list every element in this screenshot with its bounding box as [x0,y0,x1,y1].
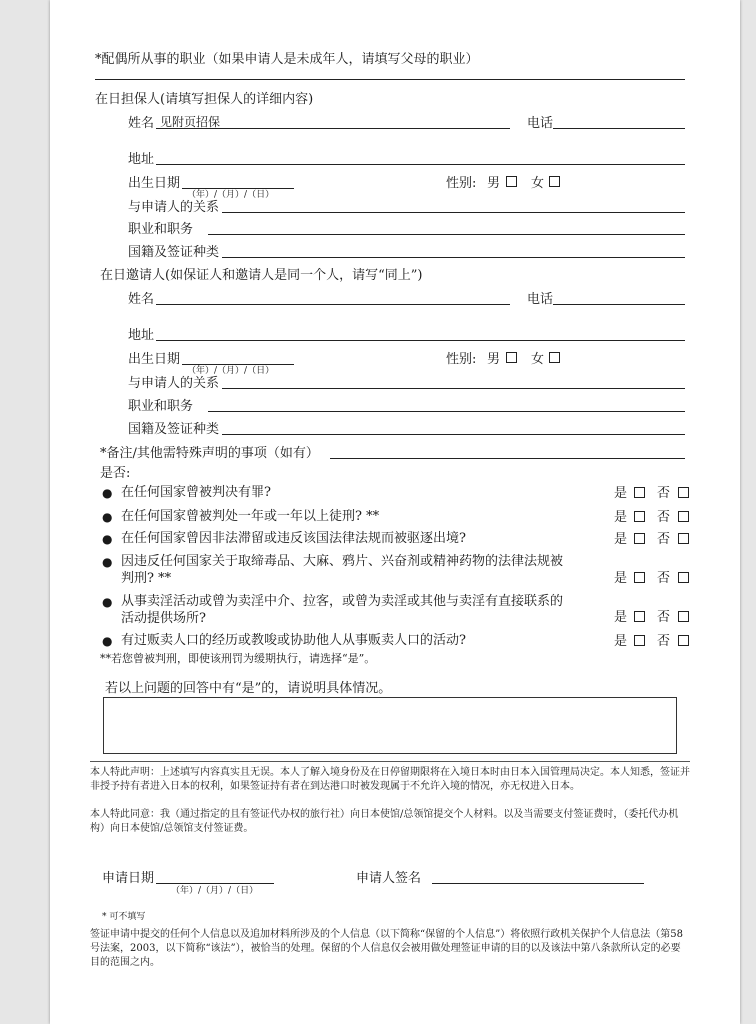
question-5-yes-checkbox[interactable] [634,611,645,622]
consent-text: 本人特此同意：我（通过指定的且有签证代办权的旅行社）向日本使馆/总领馆提交个人材料。以及当需要支付签证费时，（委托代办机构）向日本使馆/总领馆支付签证费。 [90,809,679,834]
remarks-label: *备注/其他需特殊声明的事项（如有） [100,446,319,461]
guarantor-phone-label: 电话 [527,116,554,131]
guarantor-male-checkbox[interactable] [506,176,517,187]
inviter-occupation-field[interactable] [208,411,685,412]
guarantor-heading: 在日担保人(请填写担保人的详细内容) [95,92,314,107]
inviter-dob-field[interactable] [182,364,294,365]
spouse-occupation-label: *配偶所从事的职业（如果申请人是未成年人，请填写父母的职业） [95,52,479,67]
inviter-heading: 在日邀请人(如保证人和邀请人是同一个人，请写“同上”) [100,268,423,283]
application-date-hint: （年）/（月）/（日） [171,886,259,896]
question-6-yes-label: 是 [614,634,628,649]
inviter-female-label: 女 [531,352,545,367]
declaration-text: 本人特此声明：上述填写内容真实且无误。本人了解入境身份及在日停留期限将在入境日本时由日本入国管理局决定。本人知悉，签证并非授予持有者进入日本的权利，如果签证持有者在到达港口时被发现属于不允许入境的情况，亦无权进入日本。 [90,767,690,792]
application-date-field[interactable] [156,883,274,884]
guarantor-name-value: 见附页招保 [160,115,221,129]
guarantor-name-label: 姓名 [128,116,155,131]
signature-field[interactable] [432,883,644,884]
question-2-text: 在任何国家曾被判处一年或一年以上徒刑? ** [121,509,380,524]
question-4-no-checkbox[interactable] [678,572,689,583]
question-5-yes-label: 是 [614,610,628,625]
question-2-yes-label: 是 [614,510,628,525]
guarantor-nationality-label: 国籍及签证种类 [128,245,220,260]
question-3-text: 在任何国家曾因非法滞留或违反该国法律法规而被驱逐出境? [121,531,466,546]
inviter-phone-field[interactable] [553,304,685,305]
question-1-text: 在任何国家曾被判决有罪? [121,485,271,500]
inviter-address-label: 地址 [128,328,155,343]
guarantor-occupation-field[interactable] [208,234,685,235]
inviter-relation-field[interactable] [222,388,685,389]
inviter-dob-hint: （年）/（月）/（日） [187,366,275,376]
section-divider [90,761,690,762]
question-bullet: ● [102,486,113,500]
guarantor-nationality-field[interactable] [222,257,685,258]
guarantor-dob-label: 出生日期 [128,176,181,191]
question-4-yes-checkbox[interactable] [634,572,645,583]
guarantor-gender-label: 性别: [446,176,477,191]
inviter-name-field[interactable] [156,304,510,305]
guarantor-dob-hint: （年）/（月）/（日） [187,190,275,200]
guarantor-dob-field[interactable] [182,188,294,189]
inviter-address-field[interactable] [156,340,685,341]
inviter-male-label: 男 [487,352,501,367]
conviction-footnote: **若您曾被判刑，即使该刑罚为缓期执行，请选择“是”。 [100,652,376,665]
guarantor-relation-label: 与申请人的关系 [128,200,220,215]
inviter-female-checkbox[interactable] [549,352,560,363]
question-6-no-label: 否 [657,634,671,649]
question-4-no-label: 否 [657,571,671,586]
question-4-text: 因违反任何国家关于取缔毒品、大麻、鸦片、兴奋剂或精神药物的法律法规被 [121,554,564,569]
question-bullet: ● [102,555,113,569]
question-2-no-checkbox[interactable] [678,511,689,522]
question-1-no-checkbox[interactable] [678,487,689,498]
question-1-yes-checkbox[interactable] [634,487,645,498]
inviter-relation-label: 与申请人的关系 [128,376,220,391]
inviter-nationality-field[interactable] [222,434,685,435]
question-3-no-label: 否 [657,532,671,547]
question-bullet: ● [102,532,113,546]
question-5-text-cont: 活动提供场所? [121,611,206,626]
guarantor-occupation-label: 职业和职务 [128,222,194,237]
question-2-yes-checkbox[interactable] [634,511,645,522]
question-3-yes-checkbox[interactable] [634,533,645,544]
explanation-textarea[interactable] [103,697,677,754]
question-6-no-checkbox[interactable] [678,635,689,646]
guarantor-address-label: 地址 [128,152,155,167]
question-bullet: ● [102,634,113,648]
question-6-yes-checkbox[interactable] [634,635,645,646]
question-1-no-label: 否 [657,486,671,501]
questions-intro: 是否: [100,466,131,481]
question-bullet: ● [102,595,113,609]
question-5-no-checkbox[interactable] [678,611,689,622]
question-4-yes-label: 是 [614,571,628,586]
question-3-yes-label: 是 [614,532,628,547]
guarantor-female-checkbox[interactable] [549,176,560,187]
guarantor-female-label: 女 [531,176,545,191]
inviter-occupation-label: 职业和职务 [128,399,194,414]
form-page [50,0,740,1024]
guarantor-male-label: 男 [487,176,501,191]
inviter-dob-label: 出生日期 [128,352,181,367]
spouse-occupation-field[interactable] [95,79,685,80]
guarantor-address-field[interactable] [156,164,685,165]
question-6-text: 有过贩卖人口的经历或教唆或协助他人从事贩卖人口的活动? [121,633,466,648]
signature-label: 申请人签名 [356,871,422,886]
privacy-text: 签证申请中提交的任何个人信息以及追加材料所涉及的个人信息（以下简称“保留的个人信息”）将依照行政机关保护个人信息法（第58号法案，2003，以下简称“该法”），被恰当的处理。保留的个人信息仅会被用做处理签证申请的目的以及该法中第八条款所认定的必要目的范围之内。 [90,929,683,968]
guarantor-phone-field[interactable] [553,128,685,129]
question-3-no-checkbox[interactable] [678,533,689,544]
question-2-no-label: 否 [657,510,671,525]
question-1-yes-label: 是 [614,486,628,501]
inviter-male-checkbox[interactable] [506,352,517,363]
inviter-name-label: 姓名 [128,292,155,307]
explain-label: 若以上问题的回答中有“是”的，请说明具体情况。 [105,681,392,696]
question-5-text: 从事卖淫活动或曾为卖淫中介、拉客，或曾为卖淫或其他与卖淫有直接联系的 [121,594,564,609]
optional-note: * 可不填写 [102,912,146,922]
application-date-label: 申请日期 [102,871,155,886]
guarantor-relation-field[interactable] [222,212,685,213]
question-bullet: ● [102,510,113,524]
inviter-nationality-label: 国籍及签证种类 [128,422,220,437]
remarks-field[interactable] [330,458,685,459]
inviter-phone-label: 电话 [527,292,554,307]
question-4-text-cont: 判刑? ** [121,571,172,586]
question-5-no-label: 否 [657,610,671,625]
inviter-gender-label: 性别: [446,352,477,367]
